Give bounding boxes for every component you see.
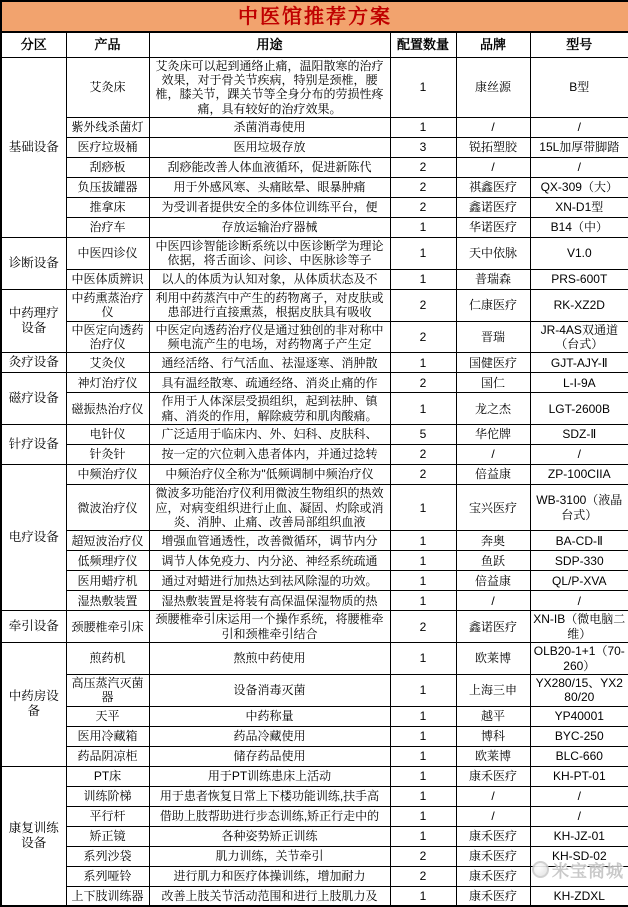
table-row bbox=[1, 846, 628, 866]
qty-cell: 2 bbox=[390, 611, 456, 643]
brand-cell: 国健医疗 bbox=[456, 353, 530, 373]
product-cell: 艾灸仪 bbox=[66, 353, 149, 373]
zone-cell: 诊断设备 bbox=[1, 238, 66, 290]
zone-cell: 灸疗设备 bbox=[1, 353, 66, 373]
product-cell: 针灸针 bbox=[66, 445, 149, 465]
column-header-brand: 品牌 bbox=[456, 32, 530, 57]
model-cell: KH-JZ-01 bbox=[530, 826, 628, 846]
use-cell: 艾灸床可以起到通络止痛，温阳散寒的治疗效果，对于骨关节疾病，特别是颈椎，腰椎，膝关节，踝关节等全身分布的劳损性疼痛，具有较好的治疗效果。 bbox=[149, 57, 390, 118]
product-cell: 医疗垃圾桶 bbox=[66, 138, 149, 158]
column-header-use: 用途 bbox=[149, 32, 390, 57]
brand-cell: 倍益康 bbox=[456, 571, 530, 591]
qty-cell: 1 bbox=[390, 551, 456, 571]
use-cell: 药品冷藏使用 bbox=[149, 726, 390, 746]
product-cell: 中药熏蒸治疗仪 bbox=[66, 289, 149, 321]
brand-cell: 祺鑫医疗 bbox=[456, 178, 530, 198]
product-cell: 中医定向透药治疗仪 bbox=[66, 321, 149, 353]
model-cell: SDZ-Ⅱ bbox=[530, 425, 628, 445]
model-cell bbox=[530, 866, 628, 886]
model-cell: B14（中） bbox=[530, 218, 628, 238]
zone-cell: 针疗设备 bbox=[1, 425, 66, 465]
use-cell: 设备消毒灭菌 bbox=[149, 674, 390, 706]
brand-cell: 欧莱博 bbox=[456, 643, 530, 675]
product-cell: 系列哑铃 bbox=[66, 866, 149, 886]
product-cell: 电针仪 bbox=[66, 425, 149, 445]
product-cell: 治疗车 bbox=[66, 218, 149, 238]
use-cell: 湿热敷装置是将装有高保温保湿物质的热 bbox=[149, 591, 390, 611]
table-row bbox=[1, 138, 628, 158]
product-cell: 微波治疗仪 bbox=[66, 485, 149, 531]
zone-cell: 电疗设备 bbox=[1, 465, 66, 611]
use-cell: 杀菌消毒使用 bbox=[149, 118, 390, 138]
brand-cell: 奔奥 bbox=[456, 531, 530, 551]
brand-cell: 康丝源 bbox=[456, 57, 530, 118]
table-row bbox=[1, 531, 628, 551]
qty-cell: 2 bbox=[390, 465, 456, 485]
product-cell: 医用冷藏箱 bbox=[66, 726, 149, 746]
table-row bbox=[1, 178, 628, 198]
use-cell: 利用中药蒸汽中产生的药物离子，对皮肤或患部进行直接熏蒸，根据皮肤具有吸收 bbox=[149, 289, 390, 321]
use-cell: 肌力训练，关节牵引 bbox=[149, 846, 390, 866]
table-row bbox=[1, 706, 628, 726]
table-row bbox=[1, 465, 628, 485]
model-cell: / bbox=[530, 445, 628, 465]
use-cell: 广泛适用于临床内、外、妇科、皮肤科、 bbox=[149, 425, 390, 445]
brand-cell: 博科 bbox=[456, 726, 530, 746]
product-cell: 训练阶梯 bbox=[66, 786, 149, 806]
use-cell: 借助上肢帮助进行步态训练,矫正行走中的 bbox=[149, 806, 390, 826]
table-row bbox=[1, 786, 628, 806]
qty-cell: 1 bbox=[390, 674, 456, 706]
use-cell: 微波多功能治疗仪利用微波生物组织的热效应，对病变组织进行止血、凝固、灼除或消炎、消肿、止痛、改善局部组织血液 bbox=[149, 485, 390, 531]
table-row bbox=[1, 746, 628, 766]
use-cell: 作用于人体深层受损组织，起到祛肿、镇痛、消炎的作用，解除疲劳和肌肉酸痛。 bbox=[149, 393, 390, 425]
watermark-text: 米宝商城 bbox=[552, 862, 624, 882]
table-row bbox=[1, 726, 628, 746]
product-cell: 神灯治疗仪 bbox=[66, 373, 149, 393]
qty-cell: 1 bbox=[390, 643, 456, 675]
table-row bbox=[1, 826, 628, 846]
table-row bbox=[1, 643, 628, 675]
qty-cell: 1 bbox=[390, 393, 456, 425]
brand-cell: 鱼跃 bbox=[456, 551, 530, 571]
model-cell: QL/P-XVA bbox=[530, 571, 628, 591]
model-cell: B型 bbox=[530, 57, 628, 118]
brand-cell: 康禾医疗 bbox=[456, 846, 530, 866]
product-cell: 刮痧板 bbox=[66, 158, 149, 178]
brand-cell: 上海三申 bbox=[456, 674, 530, 706]
model-cell: / bbox=[530, 786, 628, 806]
column-header-zone: 分区 bbox=[1, 32, 66, 57]
table-row bbox=[1, 806, 628, 826]
brand-cell: 宝兴医疗 bbox=[456, 485, 530, 531]
qty-cell: 2 bbox=[390, 158, 456, 178]
model-cell: PRS-600T bbox=[530, 269, 628, 289]
model-cell: KH-ZDXL bbox=[530, 886, 628, 906]
qty-cell: 5 bbox=[390, 425, 456, 445]
table-row bbox=[1, 425, 628, 445]
use-cell: 用于患者恢复日常上下楼功能训练,扶手高 bbox=[149, 786, 390, 806]
zone-cell: 磁疗设备 bbox=[1, 373, 66, 425]
qty-cell: 1 bbox=[390, 766, 456, 786]
use-cell: 储存药品使用 bbox=[149, 746, 390, 766]
product-cell: 紫外线杀菌灯 bbox=[66, 118, 149, 138]
brand-cell: 华佗牌 bbox=[456, 425, 530, 445]
use-cell: 中医定向透药治疗仪是通过独创的非对称中频电流产生的电场，对药物离子产生定 bbox=[149, 321, 390, 353]
table-row bbox=[1, 551, 628, 571]
use-cell: 颈腰椎牵引床运用一个操作系统，将腰椎牵引和颈椎牵引结合 bbox=[149, 611, 390, 643]
qty-cell: 1 bbox=[390, 218, 456, 238]
table-row bbox=[1, 591, 628, 611]
qty-cell: 1 bbox=[390, 57, 456, 118]
zone-cell: 中药理疗设备 bbox=[1, 289, 66, 353]
header-row bbox=[1, 32, 628, 57]
table-row bbox=[1, 886, 628, 906]
qty-cell: 1 bbox=[390, 269, 456, 289]
brand-cell: 鑫诺医疗 bbox=[456, 198, 530, 218]
model-cell: YP40001 bbox=[530, 706, 628, 726]
model-cell: / bbox=[530, 806, 628, 826]
qty-cell: 1 bbox=[390, 591, 456, 611]
product-cell: 煎药机 bbox=[66, 643, 149, 675]
qty-cell: 1 bbox=[390, 485, 456, 531]
qty-cell: 1 bbox=[390, 706, 456, 726]
product-cell: 平行杆 bbox=[66, 806, 149, 826]
qty-cell: 1 bbox=[390, 826, 456, 846]
zone-cell: 中药房设备 bbox=[1, 643, 66, 767]
model-cell: / bbox=[530, 118, 628, 138]
brand-cell: 国仁 bbox=[456, 373, 530, 393]
product-cell: 磁振热治疗仪 bbox=[66, 393, 149, 425]
model-cell: JR-4AS双通道（台式） bbox=[530, 321, 628, 353]
qty-cell: 3 bbox=[390, 138, 456, 158]
model-cell: BLC-660 bbox=[530, 746, 628, 766]
model-cell: RK-XZ2D bbox=[530, 289, 628, 321]
table-body bbox=[1, 57, 628, 906]
product-cell: 上下肢训练器 bbox=[66, 886, 149, 906]
use-cell: 进行肌力和医疗体操训练，增加耐力 bbox=[149, 866, 390, 886]
use-cell: 存放运输治疗器械 bbox=[149, 218, 390, 238]
model-cell: V1.0 bbox=[530, 238, 628, 270]
use-cell: 调节人体免疫力、内分泌、神经系统疏通 bbox=[149, 551, 390, 571]
brand-cell: / bbox=[456, 591, 530, 611]
product-cell: 低频理疗仪 bbox=[66, 551, 149, 571]
table-row bbox=[1, 198, 628, 218]
brand-cell: 康禾医疗 bbox=[456, 766, 530, 786]
model-cell: GJT-AJY-Ⅱ bbox=[530, 353, 628, 373]
brand-cell: 龙之杰 bbox=[456, 393, 530, 425]
qty-cell: 2 bbox=[390, 321, 456, 353]
model-cell: ZP-100CIIA bbox=[530, 465, 628, 485]
brand-cell: 康禾医疗 bbox=[456, 886, 530, 906]
product-cell: 系列沙袋 bbox=[66, 846, 149, 866]
brand-cell: / bbox=[456, 786, 530, 806]
model-cell: / bbox=[530, 158, 628, 178]
model-cell: XN-D1型 bbox=[530, 198, 628, 218]
model-cell: SDP-330 bbox=[530, 551, 628, 571]
brand-cell: 天中依脉 bbox=[456, 238, 530, 270]
use-cell: 中医四诊智能诊断系统以中医诊断学为理论依据，将舌面诊、问诊、中医脉诊等子 bbox=[149, 238, 390, 270]
brand-cell: 华诺医疗 bbox=[456, 218, 530, 238]
qty-cell: 1 bbox=[390, 746, 456, 766]
qty-cell: 1 bbox=[390, 238, 456, 270]
use-cell: 中频治疗仪全称为"低频调制中频治疗仪 bbox=[149, 465, 390, 485]
product-cell: 中医体质辨识 bbox=[66, 269, 149, 289]
qty-cell: 2 bbox=[390, 178, 456, 198]
qty-cell: 1 bbox=[390, 353, 456, 373]
use-cell: 为受训者提供安全的多体位训练平台，便 bbox=[149, 198, 390, 218]
table-row bbox=[1, 289, 628, 321]
use-cell: 增强血管通透性，改善微循环，调节内分 bbox=[149, 531, 390, 551]
table-row bbox=[1, 353, 628, 373]
product-cell: 天平 bbox=[66, 706, 149, 726]
table-row bbox=[1, 373, 628, 393]
qty-cell: 1 bbox=[390, 571, 456, 591]
table-row bbox=[1, 445, 628, 465]
brand-cell: 晋瑞 bbox=[456, 321, 530, 353]
product-cell: 颈腰椎牵引床 bbox=[66, 611, 149, 643]
model-cell: YX280/15、YX280/20 bbox=[530, 674, 628, 706]
column-header-model: 型号 bbox=[530, 32, 628, 57]
product-cell: 推拿床 bbox=[66, 198, 149, 218]
model-cell: WB-3100（液晶台式） bbox=[530, 485, 628, 531]
use-cell: 通经活络、行气活血、祛湿逐寒、消肿散 bbox=[149, 353, 390, 373]
zone-cell: 基础设备 bbox=[1, 57, 66, 238]
brand-cell: / bbox=[456, 445, 530, 465]
table-row bbox=[1, 611, 628, 643]
qty-cell: 1 bbox=[390, 786, 456, 806]
brand-cell: 康禾医疗 bbox=[456, 826, 530, 846]
brand-cell: 普瑞森 bbox=[456, 269, 530, 289]
qty-cell: 2 bbox=[390, 198, 456, 218]
use-cell: 各种姿势矫正训练 bbox=[149, 826, 390, 846]
use-cell: 通过对蜡进行加热达到祛风除湿的功效。 bbox=[149, 571, 390, 591]
product-cell: 负压拔罐器 bbox=[66, 178, 149, 198]
model-cell: LGT-2600B bbox=[530, 393, 628, 425]
product-cell: 湿热敷装置 bbox=[66, 591, 149, 611]
brand-cell: / bbox=[456, 118, 530, 138]
model-cell: BA-CD-Ⅱ bbox=[530, 531, 628, 551]
table-row bbox=[1, 158, 628, 178]
model-cell: BYC-250 bbox=[530, 726, 628, 746]
table-row bbox=[1, 393, 628, 425]
qty-cell: 1 bbox=[390, 886, 456, 906]
brand-cell: 仁康医疗 bbox=[456, 289, 530, 321]
use-cell: 具有温经散寒、疏通经络、消炎止痛的作 bbox=[149, 373, 390, 393]
brand-cell: 越平 bbox=[456, 706, 530, 726]
model-cell: XN-IB（微电脑二维） bbox=[530, 611, 628, 643]
column-header-product: 产品 bbox=[66, 32, 149, 57]
use-cell: 医用垃圾存放 bbox=[149, 138, 390, 158]
use-cell: 以人的体质为认知对象，从体质状态及不 bbox=[149, 269, 390, 289]
qty-cell: 2 bbox=[390, 373, 456, 393]
brand-cell: 锐拓塑胶 bbox=[456, 138, 530, 158]
use-cell: 按一定的穴位刺入患者体内，并通过捻转 bbox=[149, 445, 390, 465]
model-cell: 15L加厚带脚踏 bbox=[530, 138, 628, 158]
page-title: 中医馆推荐方案 bbox=[1, 1, 628, 32]
model-cell: KH-SD-02 bbox=[530, 846, 628, 866]
brand-cell: 鑫诺医疗 bbox=[456, 611, 530, 643]
product-cell: 艾灸床 bbox=[66, 57, 149, 118]
product-cell: 药品阴凉柜 bbox=[66, 746, 149, 766]
use-cell: 改善上肢关节活动范围和进行上肢肌力及 bbox=[149, 886, 390, 906]
qty-cell: 1 bbox=[390, 726, 456, 746]
qty-cell: 1 bbox=[390, 806, 456, 826]
model-cell: KH-PT-01 bbox=[530, 766, 628, 786]
qty-cell: 2 bbox=[390, 866, 456, 886]
table-row bbox=[1, 866, 628, 886]
brand-cell: / bbox=[456, 806, 530, 826]
brand-cell: / bbox=[456, 158, 530, 178]
column-header-qty: 配置数量 bbox=[390, 32, 456, 57]
qty-cell: 1 bbox=[390, 531, 456, 551]
qty-cell: 1 bbox=[390, 118, 456, 138]
brand-cell: 康禾医疗 bbox=[456, 866, 530, 886]
use-cell: 用于外感风寒、头痛眩晕、眼暴肿痛 bbox=[149, 178, 390, 198]
product-cell: 高压蒸汽灭菌器 bbox=[66, 674, 149, 706]
qty-cell: 2 bbox=[390, 846, 456, 866]
use-cell: 用于PT训练患床上活动 bbox=[149, 766, 390, 786]
zone-cell: 康复训练设备 bbox=[1, 766, 66, 906]
product-cell: 医用蜡疗机 bbox=[66, 571, 149, 591]
model-cell: QX-309（大） bbox=[530, 178, 628, 198]
table-row bbox=[1, 118, 628, 138]
product-cell: PT床 bbox=[66, 766, 149, 786]
table-row bbox=[1, 485, 628, 531]
qty-cell: 2 bbox=[390, 289, 456, 321]
product-cell: 超短波治疗仪 bbox=[66, 531, 149, 551]
qty-cell: 2 bbox=[390, 445, 456, 465]
table-row bbox=[1, 571, 628, 591]
table-row bbox=[1, 766, 628, 786]
table-row bbox=[1, 57, 628, 118]
table-row bbox=[1, 218, 628, 238]
product-cell: 中医四诊仪 bbox=[66, 238, 149, 270]
table-row bbox=[1, 321, 628, 353]
model-cell: OLB20-1+1（70-260） bbox=[530, 643, 628, 675]
table-row bbox=[1, 269, 628, 289]
zone-cell: 牵引设备 bbox=[1, 611, 66, 643]
brand-cell: 欧莱博 bbox=[456, 746, 530, 766]
model-cell: / bbox=[530, 591, 628, 611]
table-row bbox=[1, 674, 628, 706]
product-cell: 中频治疗仪 bbox=[66, 465, 149, 485]
model-cell: L-I-9A bbox=[530, 373, 628, 393]
product-cell: 矫正镜 bbox=[66, 826, 149, 846]
use-cell: 中药称量 bbox=[149, 706, 390, 726]
brand-cell: 倍益康 bbox=[456, 465, 530, 485]
table-row bbox=[1, 238, 628, 270]
use-cell: 熬煎中药使用 bbox=[149, 643, 390, 675]
use-cell: 刮痧能改善人体血液循环，促进新陈代 bbox=[149, 158, 390, 178]
